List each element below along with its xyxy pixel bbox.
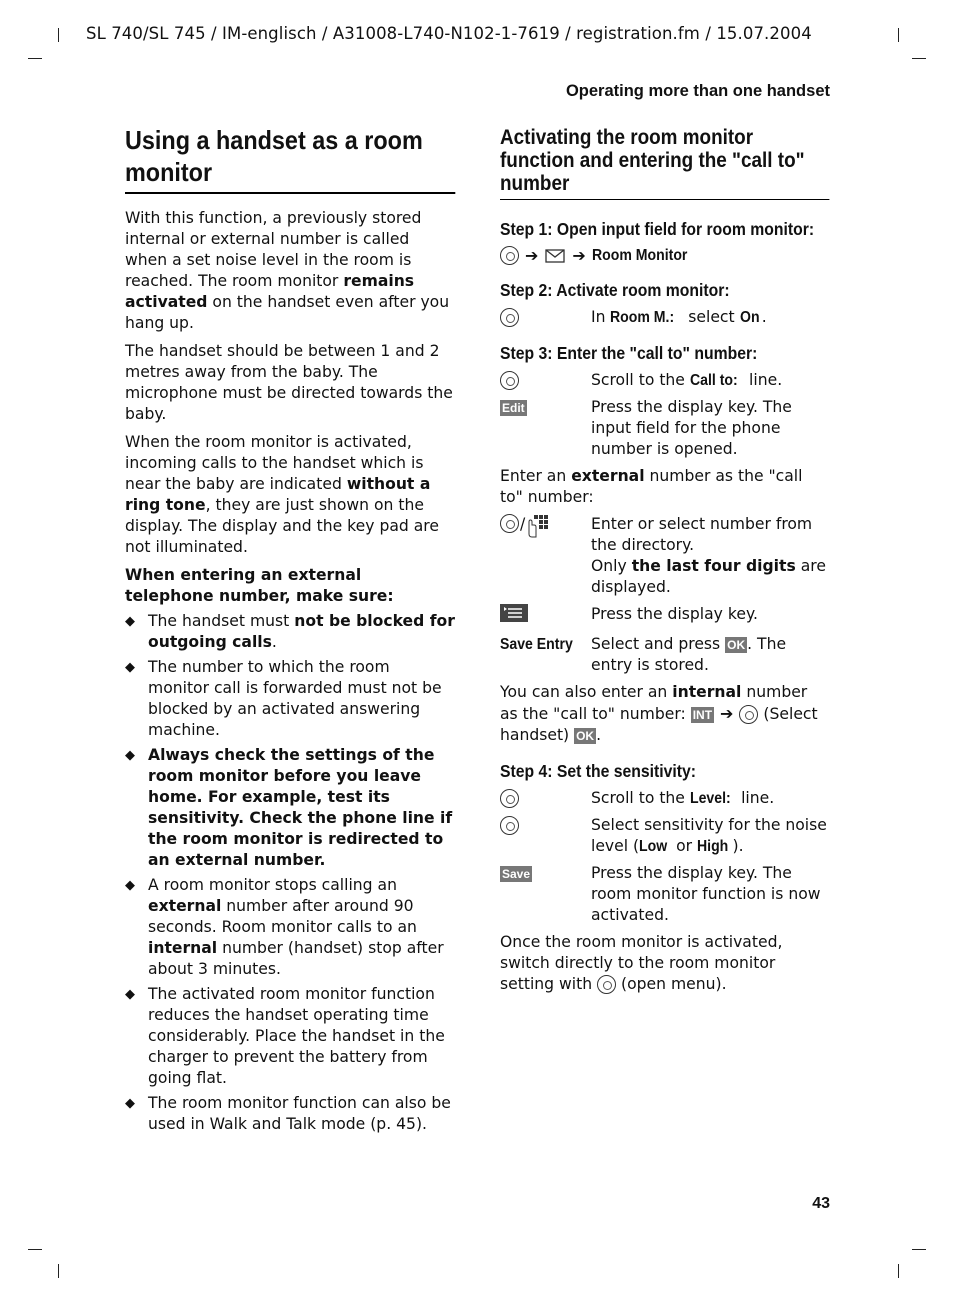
external-note-heading: When entering an external telephone number, make sure:: [125, 566, 394, 605]
running-head: SL 740/SL 745 / IM-englisch / A31008-L740-N102-1-7619 / registration.fm / 15.07.2004: [86, 24, 812, 43]
step3-edit-row: Edit Press the display key. The input field for the phone number is opened.: [502, 398, 792, 458]
int-key[interactable]: INT: [692, 707, 713, 722]
bullet-diamond-icon: ◆: [125, 748, 135, 763]
envelope-menu-icon: [544, 247, 566, 265]
crop-mark: [58, 1264, 59, 1278]
step1-heading: Step 1: Open input field for room monitor:: [500, 219, 815, 239]
crop-mark: [912, 1249, 926, 1250]
list-item: ◆ The room monitor function can also be used in Walk and Talk mode (p. 45).: [125, 1094, 451, 1133]
list-item: ◆ Always check the settings of the room monitor before you leave home. For example, test its sensitivity. Check the phone line if the room monitor is redirected to an external number.: [125, 746, 453, 869]
list-item: ◆ The number to which the room monitor call is forwarded must not be blocked by an activated answering machine.: [125, 658, 442, 739]
save-display-key[interactable]: Save: [502, 866, 531, 881]
distance-paragraph: The handset should be between 1 and 2 metres away from the baby. The microphone must be directed towards the baby.: [125, 342, 453, 423]
bullet-diamond-icon: ◆: [125, 660, 135, 675]
arrow-right-icon: ➔: [720, 704, 734, 723]
left-column: [125, 124, 455, 1139]
bullet-diamond-icon: ◆: [125, 987, 135, 1002]
step3-scroll-row: Scroll to the Call to: line.: [500, 370, 829, 391]
navigation-key-icon: [500, 816, 519, 835]
page-number: 43: [812, 1195, 830, 1212]
edit-display-key[interactable]: Edit: [502, 400, 525, 415]
list-item: ◆ The activated room monitor function reduces the handset operating time considerably. Place the handset in the charger to prevent the battery from going flat.: [125, 985, 445, 1087]
navigation-key-icon: [500, 246, 519, 265]
right-title: Activating the room monitor function and entering the "call to" number: [500, 126, 829, 200]
navigation-key-icon: [597, 975, 616, 994]
save-entry-option[interactable]: Save Entry: [500, 636, 573, 653]
final-paragraph: Once the room monitor is activated, switch directly to the room monitor setting with (open menu).: [500, 933, 783, 993]
step4-heading: Step 4: Set the sensitivity:: [500, 761, 697, 781]
ok-key[interactable]: OK: [727, 637, 746, 652]
menu-room-monitor: Room Monitor: [591, 246, 688, 264]
step1-path: [500, 246, 829, 265]
intro-paragraph: With this function, a previously stored internal or external number is called when a set noise level in the room is reached. The room monitor remains activated on the handset even after you hang up.: [125, 209, 450, 332]
menu-display-key-icon[interactable]: [500, 604, 528, 622]
navigation-key-icon: [500, 371, 519, 390]
navigation-key-icon: [739, 705, 758, 724]
arrow-right-icon: ➔: [525, 246, 539, 265]
crop-mark: [58, 28, 59, 42]
left-title: Using a handset as a room monitor: [125, 124, 455, 194]
navigation-key-icon: [500, 514, 519, 533]
right-column: [500, 124, 829, 995]
step3-save-row: Save Entry Select and press OK . The entry is stored.: [500, 635, 787, 674]
internal-number-note: You can also enter an internal number as the "call to" number: INT ➔ (Select handset) OK .: [500, 683, 818, 744]
step4-save-row: Save Press the display key. The room monitor function is now activated.: [502, 864, 821, 924]
navigation-key-icon: [500, 308, 519, 327]
ok-key[interactable]: OK: [576, 728, 595, 743]
crop-mark: [898, 28, 899, 42]
step4-scroll-row: Scroll to the Level: line.: [500, 788, 829, 809]
arrow-right-icon: ➔: [572, 246, 586, 265]
crop-mark: [898, 1264, 899, 1278]
step3-heading: Step 3: Enter the "call to" number:: [500, 343, 758, 363]
external-number-note: Enter an external number as the "call to" number:: [500, 467, 803, 506]
keypad-icon: [526, 514, 548, 538]
crop-mark: [28, 58, 42, 59]
step3-menu-row: Press the display key.: [500, 604, 829, 628]
step2-heading: Step 2: Activate room monitor:: [500, 280, 730, 300]
bullet-diamond-icon: ◆: [125, 614, 135, 629]
crop-mark: [912, 58, 926, 59]
bullet-diamond-icon: ◆: [125, 1096, 135, 1111]
navigation-key-icon: [500, 789, 519, 808]
checklist: [125, 611, 455, 1135]
calls-paragraph: When the room monitor is activated, incoming calls to the handset which is near the baby are indicated without a ring tone, they are just shown on the display. The display and the key pad are not illuminated.: [125, 433, 439, 556]
list-item: ◆ The handset must not be blocked for outgoing calls.: [125, 612, 455, 651]
step2-row: In Room M.: select On .: [500, 307, 829, 328]
step4-select-row: Select sensitivity for the noise level (Low or High ).: [500, 815, 829, 857]
step3-enter-row: / Enter or select number from the directory. Only the last four digits are displayed.: [500, 514, 829, 598]
list-item: ◆ A room monitor stops calling an external number after around 90 seconds. Room monitor calls to an internal number (handset) stop after about 3 minutes.: [125, 876, 444, 978]
section-label: Operating more than one handset: [565, 82, 830, 100]
crop-mark: [28, 1249, 42, 1250]
bullet-diamond-icon: ◆: [125, 878, 135, 893]
